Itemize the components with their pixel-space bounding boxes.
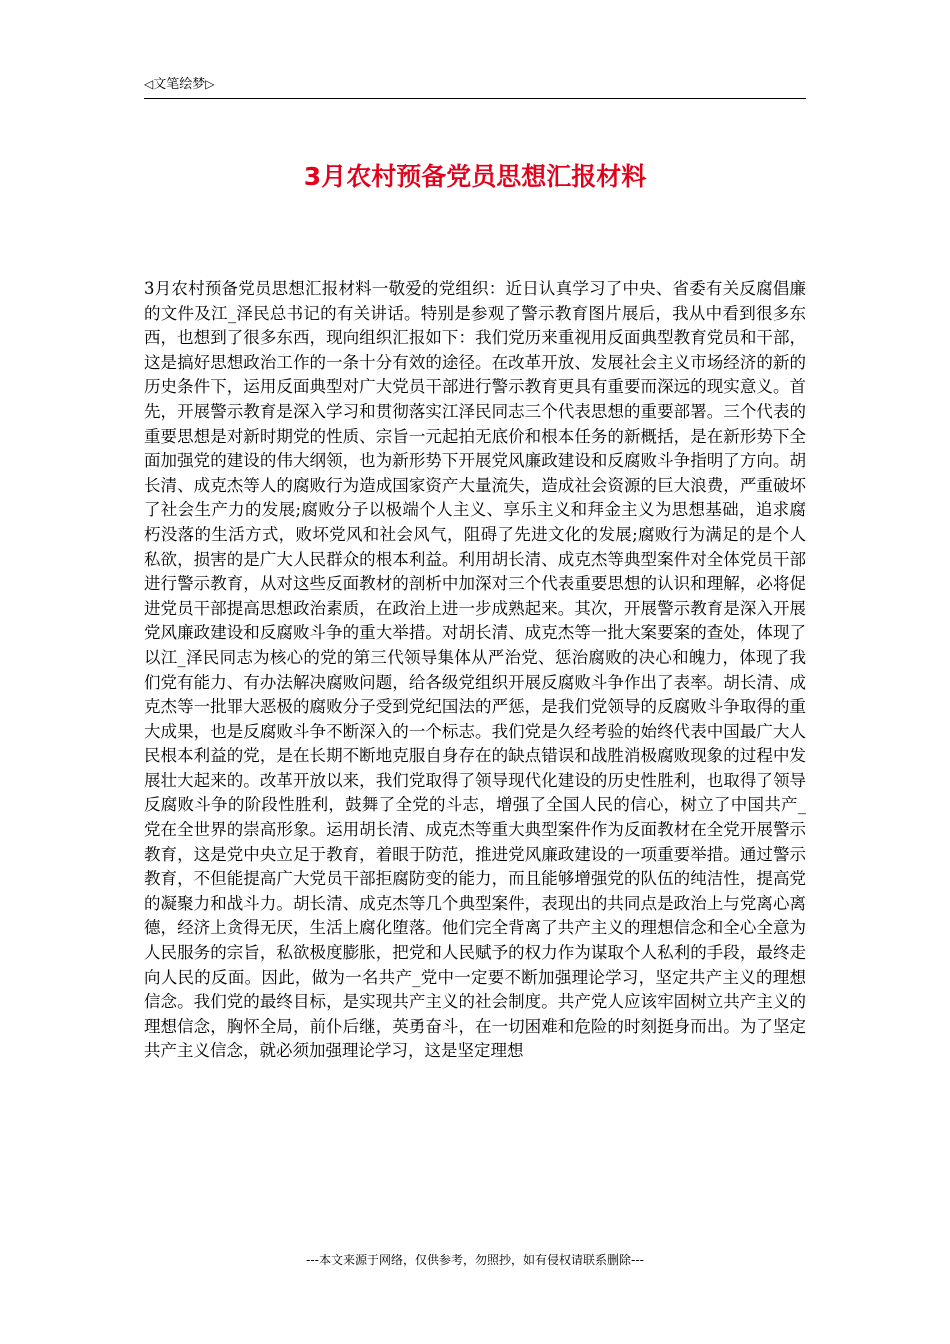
left-triangle-icon: ◁ [144,77,154,91]
document-body: 3月农村预备党员思想汇报材料一敬爱的党组织：近日认真学习了中央、省委有关反腐倡廉的文件及江_泽民总书记的有关讲话。特别是参观了警示教育图片展后，我从中看到很多东西，也想到了很多东西，现向组织汇报如下：我们党历来重视用反面典型教育党员和干部，这是搞好思想政治工作的一条十分有效的途径。在改革开放、发展社会主义市场经济的新的历史条件下，运用反面典型对广大党员干部进行警示教育更具有重要而深远的现实意义。首先，开展警示教育是深入学习和贯彻落实江泽民同志三个代表思想的重要部署。三个代表的重要思想是对新时期党的性质、宗旨一元起拍无底价和根本任务的新概括，是在新形势下全面加强党的建设的伟大纲领，也为新形势下开展党风廉政建设和反腐败斗争指明了方向。胡长清、成克杰等人的腐败行为造成国家资产大量流失，造成社会资源的巨大浪费，严重破坏了社会生产力的发展;腐败分子以极端个人主义、享乐主义和拜金主义为思想基础，追求腐朽没落的生活方式，败坏党风和社会风气，阻碍了先进文化的发展;腐败行为满足的是个人私欲，损害的是广大人民群众的根本利益。利用胡长清、成克杰等典型案件对全体党员干部进行警示教育，从对这些反面教材的剖析中加深对三个代表重要思想的认识和理解，必将促进党员干部提高思想政治素质，在政治上进一步成熟起来。其次，开展警示教育是深入开展党风廉政建设和反腐败斗争的重大举措。对胡长清、成克杰等一批大案要案的查处，体现了以江_泽民同志为核心的党的第三代领导集体从严治党、惩治腐败的决心和魄力，体现了我们党有能力、有办法解决腐败问题，给各级党组织开展反腐败斗争作出了表率。胡长清、成克杰等一批罪大恶极的腐败分子受到党纪国法的严惩，是我们党领导的反腐败斗争取得的重大成果，也是反腐败斗争不断深入的一个标志。我们党是久经考验的始终代表中国最广大人民根本利益的党，是在长期不断地克服自身存在的缺点错误和战胜消极腐败现象的过程中发展壮大起来的。改革开放以来，我们党取得了领导现代化建设的历史性胜利，也取得了领导反腐败斗争的阶段性胜利，鼓舞了全党的斗志，增强了全国人民的信心，树立了中国共产_党在全世界的崇高形象。运用胡长清、成克杰等重大典型案件作为反面教材在全党开展警示教育，这是党中央立足于教育，着眼于防范，推进党风廉政建设的一项重要举措。通过警示教育，不但能提高广大党员干部拒腐防变的能力，而且能够增强党的队伍的纯洁性，提高党的凝聚力和战斗力。胡长清、成克杰等几个典型案件，表现出的共同点是政治上与党离心离德，经济上贪得无厌，生活上腐化堕落。他们完全背离了共产主义的理想信念和全心全意为人民服务的宗旨，私欲极度膨胀，把党和人民赋予的权力作为谋取个人私利的手段，最终走向人民的反面。因此，做为一名共产_党中一定要不断加强理论学习，坚定共产主义的理想信念。我们党的最终目标，是实现共产主义的社会制度。共产党人应该牢固树立共产主义的理想信念，胸怀全局，前仆后继，英勇奋斗，在一切困难和危险的时刻挺身而出。为了坚定共产主义信念，就必须加强理论学习，这是坚定理想 [144,279,806,1061]
brand-logo [144,76,214,93]
page-header [144,70,806,99]
footer-notice: ---本文来源于网络，仅供参考，勿照抄，如有侵权请联系删除--- [306,1253,644,1267]
document-title: 3月农村预备党员思想汇报材料 [303,162,647,191]
right-triangle-icon: ▷ [205,77,215,91]
brand-text: 文笔绘梦 [153,77,206,92]
